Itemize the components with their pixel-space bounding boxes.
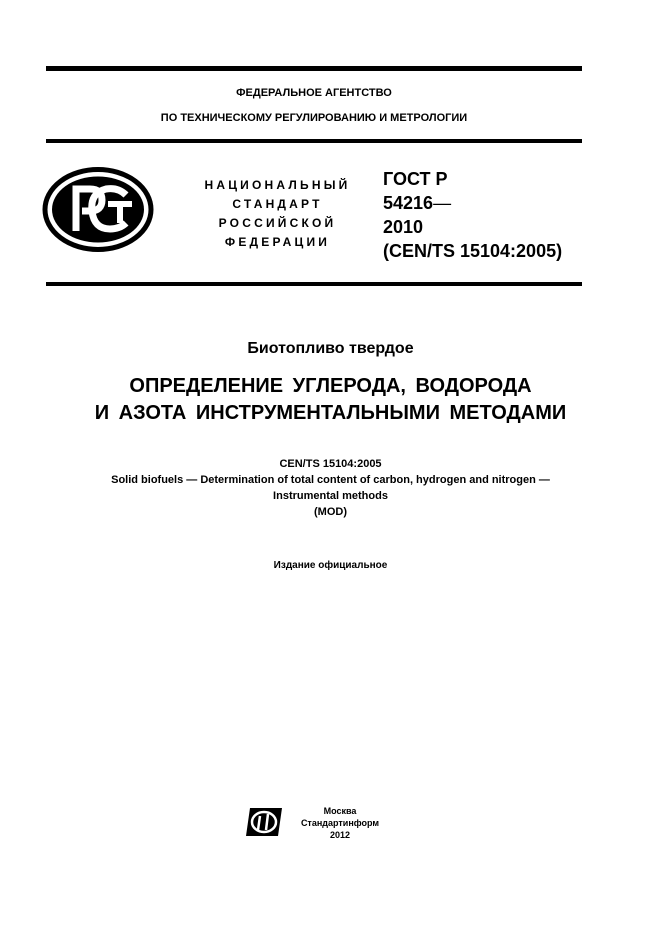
publisher-name: Стандартинформ [300,818,380,828]
national-line: РОССИЙСКОЙ [218,216,337,230]
agency-line-2: ПО ТЕХНИЧЕСКОМУ РЕГУЛИРОВАНИЮ И МЕТРОЛОГИИ [160,112,468,124]
agency-line-1: ФЕДЕРАЛЬНОЕ АГЕНТСТВО [236,87,392,99]
top-rule [46,66,582,71]
english-line-2: Instrumental methods [273,490,388,502]
publisher-city: Москва [323,806,357,816]
national-line: НАЦИОНАЛЬНЫЙ [204,178,351,192]
publisher-block [290,805,390,841]
gost-year: 2010 [383,217,424,237]
english-line-1: Solid biofuels — Determination of total content of carbon, hydrogen and nitrogen — [111,474,550,486]
national-line: ФЕДЕРАЦИИ [224,235,331,249]
gost-designation [383,167,562,263]
english-line-3: (MOD) [314,506,347,518]
gost-number-line [383,191,562,215]
publisher-year: 2012 [329,830,351,840]
english-title [0,456,661,520]
rst-logo-icon [42,167,154,252]
standartinform-logo-icon [244,806,284,838]
title-line-1: ОПРЕДЕЛЕНИЕ УГЛЕРОДА, ВОДОРОДА [129,375,532,397]
national-standard-label [190,176,365,252]
gost-number: 54216 [383,193,434,213]
national-line: СТАНДАРТ [232,197,323,211]
english-ref: CEN/TS 15104:2005 [279,458,382,470]
title-line-2: И АЗОТА ИНСТРУМЕНТАЛЬНЫМИ МЕТОДАМИ [94,402,567,424]
middle-rule [46,139,582,143]
document-subtitle: Биотопливо твердое [247,340,414,357]
bottom-rule [46,282,582,286]
edition-label: Издание официальное [273,560,388,571]
gost-ref: (CEN/TS 15104:2005) [383,241,563,261]
gost-prefix: ГОСТ Р [383,169,448,189]
document-title [0,373,661,427]
gost-dash: — [433,193,452,213]
